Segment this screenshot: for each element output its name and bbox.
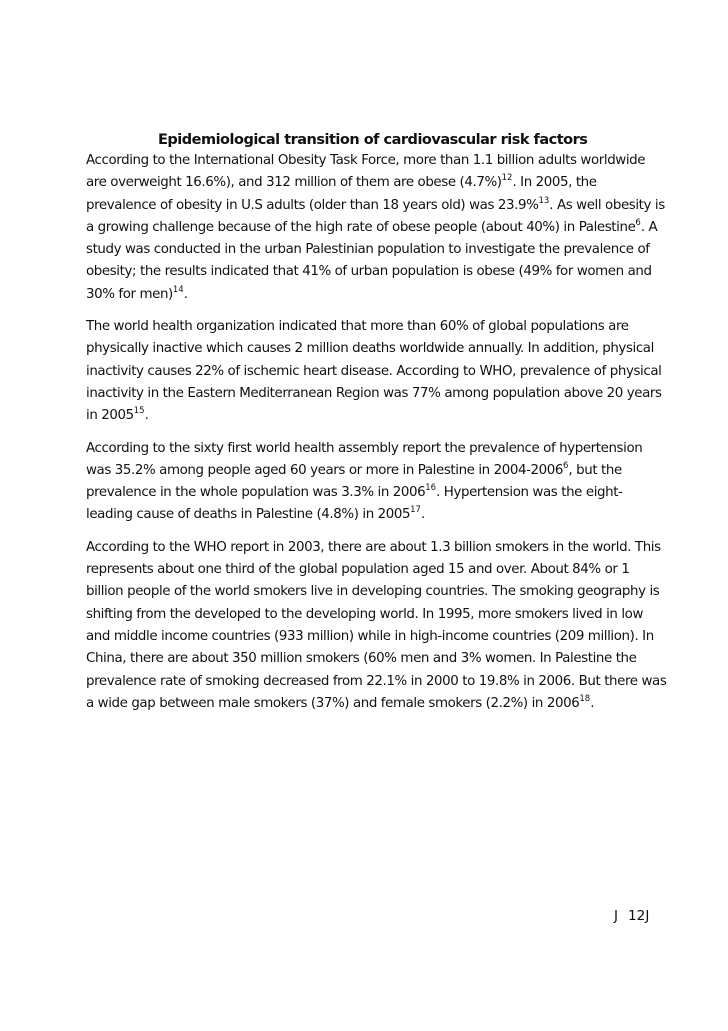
citation-superscript: 13	[538, 195, 550, 206]
page-number: 12	[628, 908, 646, 924]
citation-superscript: 15	[133, 406, 145, 417]
text-run: . In 2005, the prevalence of obesity in U.S adults (older than 18 years old) was 23.9%	[86, 175, 597, 213]
citation-superscript: 6	[563, 460, 569, 471]
footer-right-mark: J	[645, 908, 650, 924]
text-run: . A study was conducted in the urban Palestinian population to investigate the prevalence of obesity; the results indicated that 41% of urban population is obese (49% for women and 30% for men)	[86, 219, 658, 302]
citation-superscript: 17	[410, 505, 421, 516]
section-title: Epidemiological transition of cardiovascular risk factors	[158, 132, 588, 148]
footer-left-mark: J	[614, 908, 619, 924]
text-run: .	[420, 507, 425, 523]
citation-superscript: 14	[172, 284, 184, 295]
citation-superscript: 18	[579, 693, 591, 704]
paragraph	[86, 150, 668, 306]
page-footer	[614, 908, 649, 924]
text-run: .	[144, 408, 149, 424]
text-run: According to the International Obesity Task Force, more than 1.1 billion adults worldwide are overweight 16.6%), and 312 million of them are obese (4.7%)	[86, 153, 646, 191]
paragraph	[86, 316, 668, 427]
citation-superscript: 6	[635, 217, 641, 228]
text-run: According to the WHO report in 2003, there are about 1.3 billion smokers in the world. This represents about one third of the global population aged 15 and over. About 84% or 1 billion people of the world smokers live in developing countries. The smoking geography is shifting from the developed to the developing world. In 1995, more smokers lived in low and middle income countries (933 million) while in high-income countries (209 million). In China, there are about 350 million smokers (60% men and 3% women. In Palestine the prevalence rate of smoking decreased from 22.1% in 2000 to 19.8% in 2006. But there was a wide gap between male smokers (37%) and female smokers (2.2%) in 2006	[86, 539, 667, 711]
citation-superscript: 12	[501, 173, 513, 184]
text-run: According to the sixty first world health assembly report the prevalence of hypertension was 35.2% among people aged 60 years or more in Palestine in 2004-2006	[86, 440, 643, 478]
text-run: . As well obesity is a growing challenge because of the high rate of obese people (about 40%) in Palestine	[86, 197, 665, 235]
citation-superscript: 16	[425, 483, 437, 494]
paragraph	[86, 537, 668, 715]
paragraph	[86, 438, 668, 527]
text-run: , but the prevalence in the whole population was 3.3% in 2006	[86, 462, 622, 501]
body-text	[86, 150, 668, 725]
text-run: The world health organization indicated that more than 60% of global populations are physically inactive which causes 2 million deaths worldwide annually. In addition, physical inactivity causes 22% of ischemic heart disease. According to WHO, prevalence of physical inactivity in the Eastern Mediterranean Region was 77% among population above 20 years in 2005	[86, 319, 662, 424]
text-run: . Hypertension was the eight-leading cause of deaths in Palestine (4.8%) in 2005	[86, 485, 623, 523]
text-run: .	[183, 286, 188, 302]
text-run: .	[590, 695, 595, 711]
